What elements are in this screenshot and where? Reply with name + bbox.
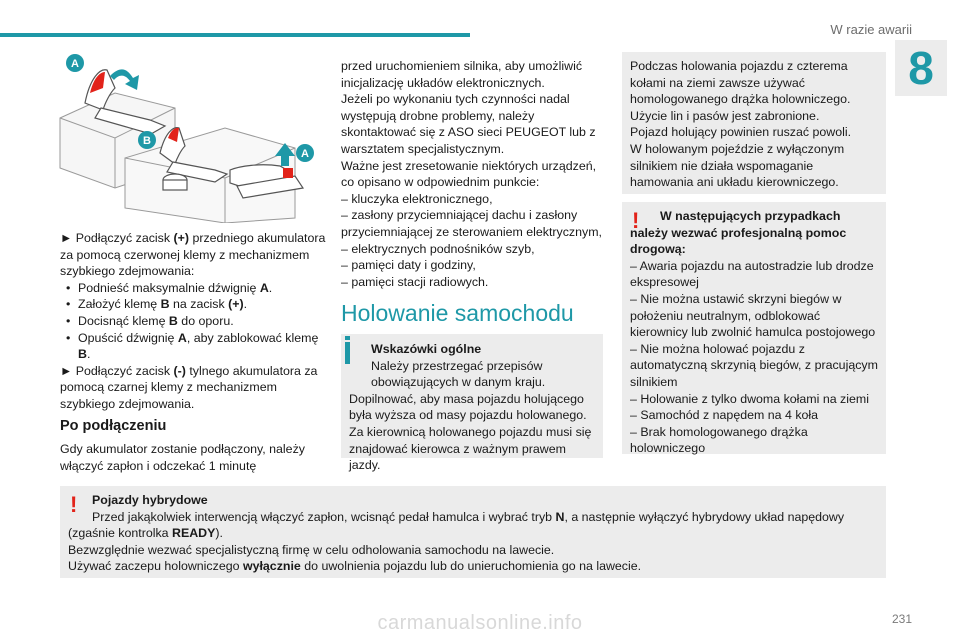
substep-lower-lever: • Opuścić dźwignię A, aby zablokować klemę B. [60,330,328,363]
substep-attach-clamp: • Założyć klemę B na zacisk (+). [60,296,328,313]
callout-a-bottom: A [301,148,309,160]
towing-rules-box [622,52,886,194]
step-connect-positive: ► Podłączyć zacisk (+) przedniego akumulatora za pomocą czerwonej klemy z mechanizmem szybkiego zdejmowania: [60,231,326,279]
info-icon [345,342,350,364]
warning-exclamation-icon: ! [632,208,640,233]
reset-list-item: – elektrycznych podnośników szyb, [341,241,535,256]
tips-paragraph-1: Należy przestrzegać przepisów obowiązujących w danym kraju. [371,358,546,390]
page-number: 231 [891,612,912,626]
reset-list-item: – zasłony przyciemniającej dachu i zasłony przyciemniającej ze sterowaniem elektrycznym, [341,208,602,239]
reset-list-item: – kluczyka elektronicznego, [341,191,493,206]
towing-rule-3: Pojazd holujący powinien ruszać powoli. [630,125,852,140]
warning-list-item: – Awaria pojazdu na autostradzie lub drodze ekspresowej [630,258,874,290]
chapter-header-title: W razie awarii [830,22,912,37]
header-accent-bar [0,33,470,37]
hybrid-paragraph-2: Bezwzględnie wezwać specjalistyczną firmę w celu odholowania samochodu na lawecie. [68,542,555,557]
step-connect-negative: ► Podłączyć zacisk (-) tylnego akumulatora za pomocą czarnej klemy z mechanizmem szybkiego zdejmowania. [60,363,318,411]
hybrid-vehicles-title: Pojazdy hybrydowe [92,493,208,507]
warning-list-item: – Samochód z napędem na 4 koła [630,408,819,423]
warning-exclamation-icon: ! [70,492,78,517]
hybrid-paragraph-3: Używać zaczepu holowniczego wyłącznie do uwolnienia pojazdu lub do unieruchomienia go na lawecie. [68,559,642,574]
warning-list-item: – Brak homologowanego drążka holowniczego [630,424,808,456]
warning-list-item: – Nie można holować pojazdu z automatyczną skrzynią biegów, z pracującym silnikiem [630,341,878,389]
reset-list-item: – pamięci daty i godziny, [341,258,476,273]
towing-rule-1: Podczas holowania pojazdu z czterema kołami na ziemi zawsze używać homologowanego drążka holowniczego. [630,59,851,107]
col2-paragraph-1: przed uruchomieniem silnika, aby umożliwić inicjalizację układów elektronicznych. [341,59,583,90]
column-1-instructions [60,230,328,413]
substep-press-clamp: • Docisnąć klemę B do oporu. [60,313,328,330]
battery-clamp-illustration [55,48,320,223]
hybrid-paragraph-1: Przed jakąkolwiek interwencją włączyć zapłon, wcisnąć pedał hamulca i wybrać tryb N, a następnie wyłączyć hybrydowy układ napędowy (zgaśnie kontrolka READY). [68,509,845,541]
tips-paragraph-3: Za kierownicą holowanego pojazdu musi się znajdować kierowca z ważnym prawem jazdy. [349,424,592,473]
hybrid-vehicles-warning-box [60,486,886,578]
section-heading-towing: Holowanie samochodu [341,300,574,326]
professional-help-title: W następujących przypadkach należy wezwać profesjonalną pomoc drogową: [630,209,847,257]
professional-help-warning-box [622,202,886,454]
watermark-text: carmanualsonline.info [377,612,583,634]
warning-list-item: – Nie można ustawić skrzyni biegów w położeniu neutralnym, odblokować kierownicy lub zwolnić hamulca postojowego [630,291,876,340]
general-tips-box [341,334,603,473]
column-2-text [341,58,609,290]
after-connection-text: Gdy akumulator zostanie podłączony, należy włączyć zapłon i odczekać 1 minutę [60,442,305,473]
chapter-number-badge: 8 [895,40,947,96]
towing-rule-4: W holowanym pojeździe z wyłączonym silnikiem nie działa wspomaganie hamowania ani układu kierowniczego. [630,141,845,190]
reset-list-item: – pamięci stacji radiowych. [341,274,489,289]
col2-paragraph-3: Ważne jest zresetowanie niektórych urządzeń, co opisano w odpowiednim punkcie: [341,158,597,190]
warning-list-item: – Holowanie z tylko dwoma kołami na ziemi [630,391,869,406]
tips-paragraph-2: Dopilnować, aby masa pojazdu holującego była wyższa od masy pojazdu holowanego. [349,391,587,423]
callout-a-top: A [71,58,79,70]
general-tips-title: Wskazówki ogólne [371,342,482,356]
col2-paragraph-2: Jeżeli po wykonaniu tych czynności nadal występują drobne problemy, należy skontaktować się z ASO sieci PEUGEOT lub z warsztatem specjalistycznym. [341,92,596,156]
towing-rule-2: Użycie lin i pasów jest zabronione. [630,108,820,123]
section-heading-after-connection: Po podłączeniu [60,418,167,434]
substep-raise-lever: • Podnieść maksymalnie dźwignię A. [60,280,328,297]
callout-b: B [143,135,151,147]
